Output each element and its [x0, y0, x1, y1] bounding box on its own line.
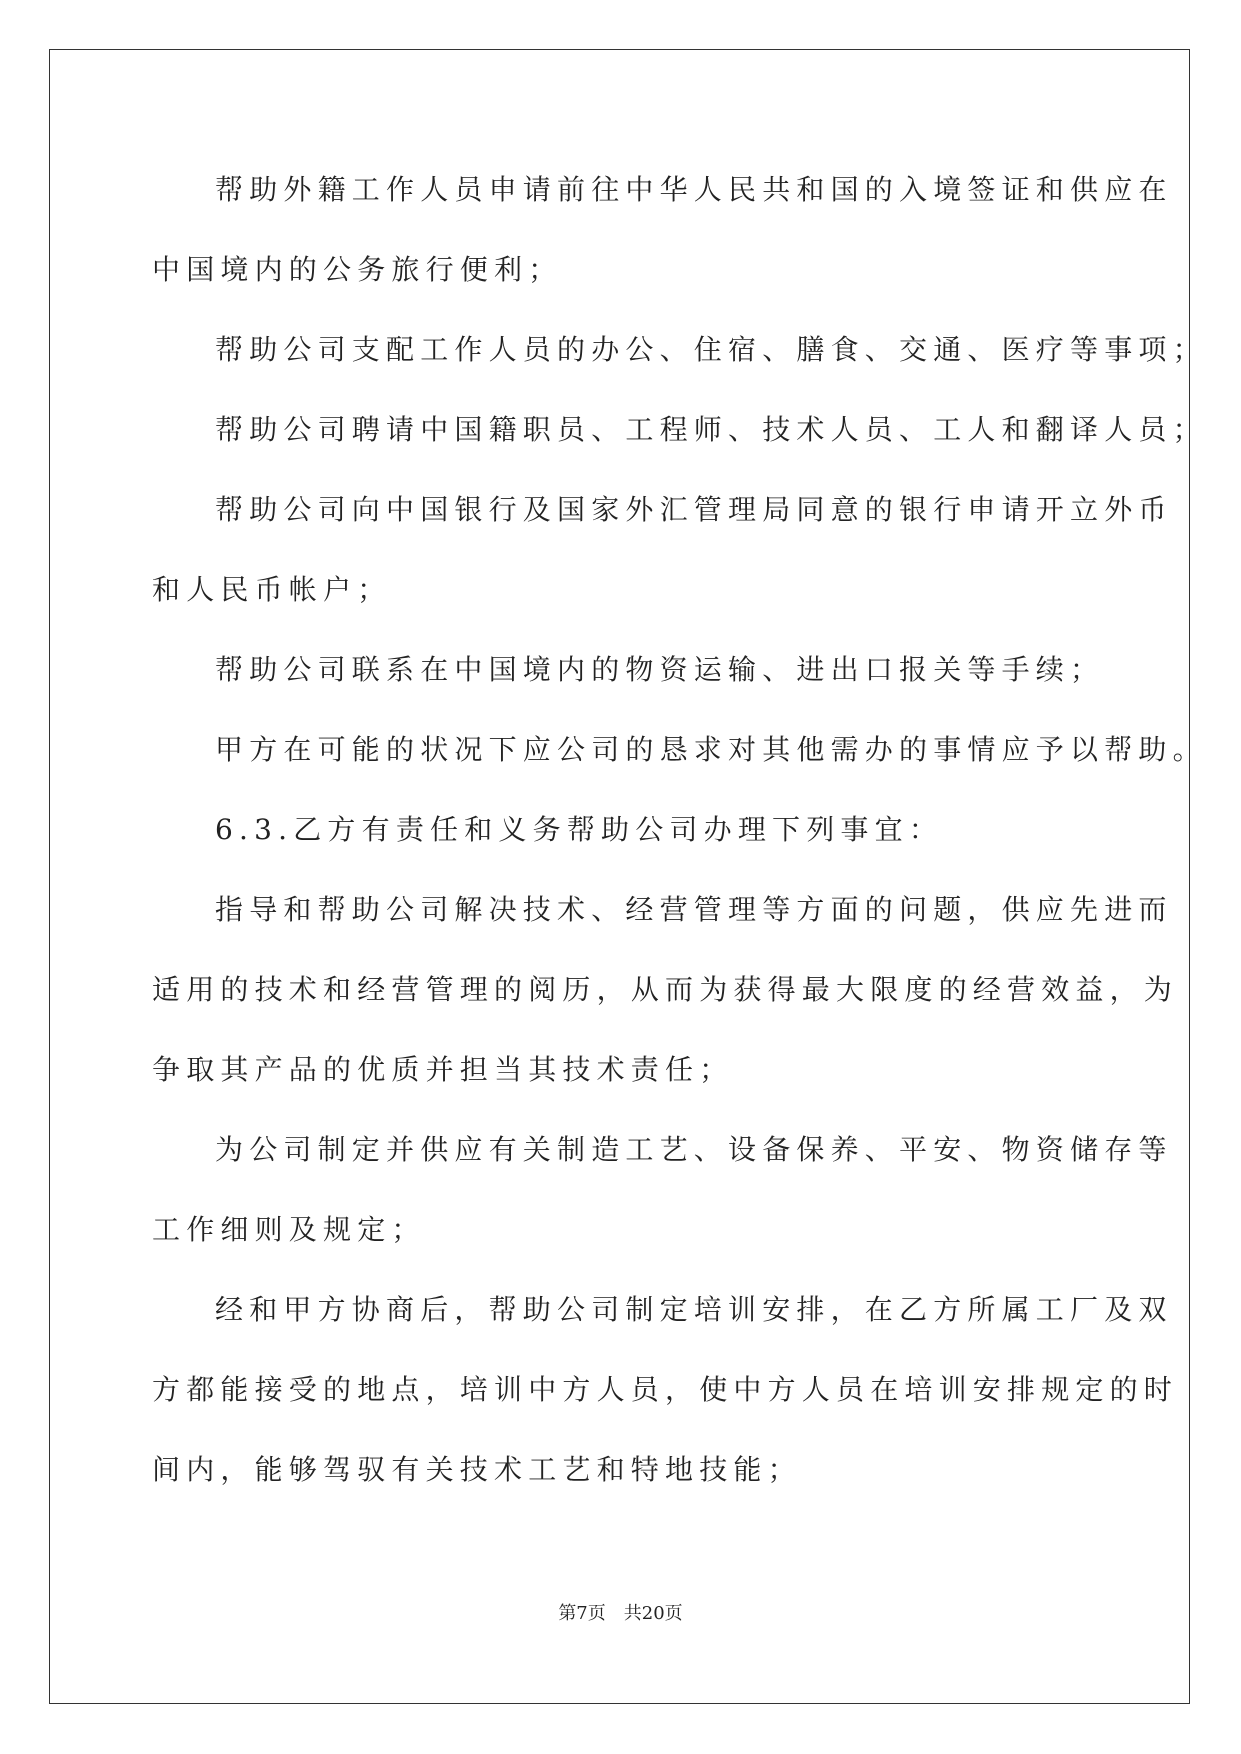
paragraph-line: 方都能接受的地点，培训中方人员，使中方人员在培训安排规定的时 — [152, 1373, 1179, 1406]
paragraph-line: 和人民币帐户； — [152, 573, 392, 606]
page-footer: 第7页 共20页 — [558, 1603, 683, 1624]
paragraph-line: 间内，能够驾驭有关技术工艺和特地技能； — [152, 1453, 802, 1486]
paragraph-line: 帮助公司向中国银行及国家外汇管理局同意的银行申请开立外币 — [215, 493, 1173, 526]
paragraph-line: 帮助公司联系在中国境内的物资运输、进出口报关等手续； — [215, 653, 1105, 686]
paragraph-line: 为公司制定并供应有关制造工艺、设备保养、平安、物资储存等 — [215, 1133, 1173, 1166]
paragraph-line: 帮助公司支配工作人员的办公、住宿、膳食、交通、医疗等事项； — [215, 333, 1207, 366]
paragraph-line: 经和甲方协商后，帮助公司制定培训安排，在乙方所属工厂及双 — [215, 1293, 1173, 1326]
paragraph-line: 中国境内的公务旅行便利； — [152, 253, 563, 286]
paragraph-line: 争取其产品的优质并担当其技术责任； — [152, 1053, 734, 1086]
paragraph-line: 帮助外籍工作人员申请前往中华人民共和国的入境签证和供应在 — [215, 173, 1173, 206]
paragraph-line: 帮助公司聘请中国籍职员、工程师、技术人员、工人和翻译人员； — [215, 413, 1207, 446]
paragraph-line: 指导和帮助公司解决技术、经营管理等方面的问题，供应先进而 — [215, 893, 1173, 926]
paragraph-line: 适用的技术和经营管理的阅历，从而为获得最大限度的经营效益，为 — [152, 973, 1179, 1006]
paragraph-line: 工作细则及规定； — [152, 1213, 426, 1246]
section-heading: 6.3.乙方有责任和义务帮助公司办理下列事宜： — [215, 813, 944, 846]
paragraph-line: 甲方在可能的状况下应公司的恳求对其他需办的事情应予以帮助。 — [215, 733, 1207, 766]
